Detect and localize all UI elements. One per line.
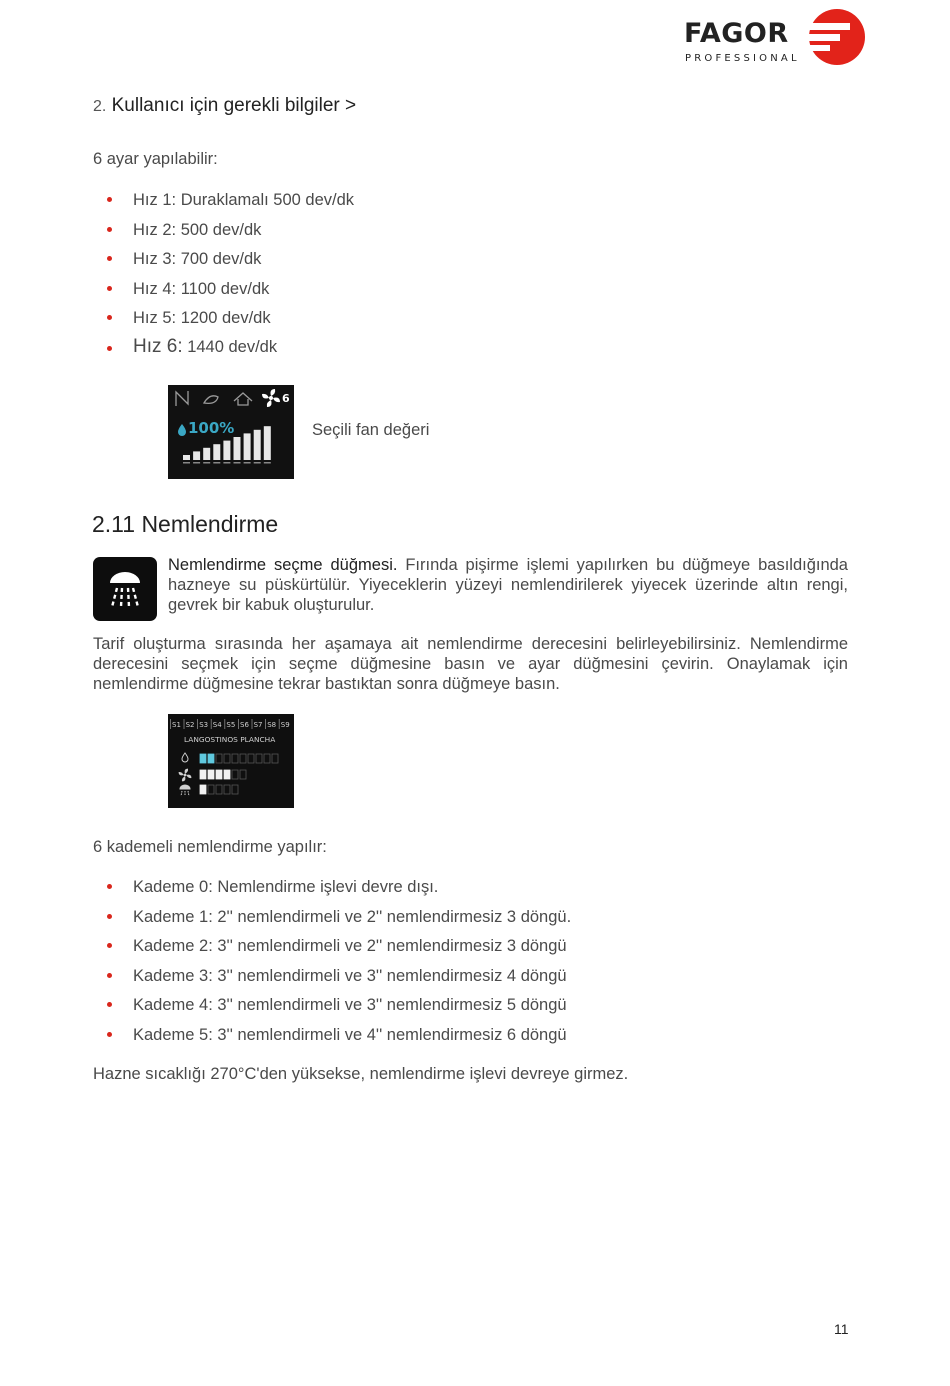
levels-intro: 6 kademeli nemlendirme yapılır:: [93, 838, 327, 856]
step-tab-divider: [184, 719, 185, 729]
step-tab: S4: [212, 721, 222, 729]
fan-small-icon: [179, 769, 192, 782]
bullet-icon: [107, 346, 112, 351]
logo-tagline: PROFESSIONAL: [685, 53, 800, 64]
section-number: 2.: [93, 98, 107, 115]
speed-label: Hız 5:: [133, 309, 177, 328]
fanspeed-bar: [240, 770, 246, 779]
step-tab: S2: [185, 721, 195, 729]
page-number: 11: [834, 1321, 849, 1337]
step-tab: S9: [280, 721, 290, 729]
humidity-bar: [208, 754, 214, 763]
fan-bar-baseline: [234, 462, 241, 464]
step-tab-divider: [252, 719, 253, 729]
bullet-icon: [107, 197, 112, 202]
fanspeed-bar: [232, 770, 238, 779]
fan-level-readout: 6: [282, 392, 290, 405]
fan-bar-baseline: [193, 462, 200, 464]
speed-value: 500 dev/dk: [176, 220, 262, 239]
step-tab: S7: [253, 721, 263, 729]
step-tab-divider: [279, 719, 280, 729]
fan-bar-baseline: [213, 462, 220, 464]
humidity-bar: [200, 754, 206, 763]
speed-label: Hız 4:: [133, 279, 177, 298]
fan-bar-baseline: [203, 462, 210, 464]
bullet-icon: [107, 973, 112, 978]
speed-label: Hız 3:: [133, 250, 177, 269]
fagor-logo: [684, 8, 874, 68]
step-tab: S3: [199, 721, 209, 729]
step-tab-divider: [238, 719, 239, 729]
steam-bar: [200, 785, 206, 794]
fan-speed-bars: [200, 770, 246, 779]
steam-bar: [232, 785, 238, 794]
speed-value: 700 dev/dk: [176, 250, 262, 269]
fan-bar-baseline: [223, 462, 230, 464]
speed-intro: 6 ayar yapılabilir:: [93, 150, 218, 168]
bullet-icon: [107, 914, 112, 919]
recipe-humidity-paragraph: Tarif oluşturma sırasında her aşamaya ait nemlendirme derecesini belirleyebilirsiniz. Nemlendirme derecesini seçmek için seçme düğmesine basın ve ayar düğmesini çevirin. Onaylamak için nemlendirme düğmesine tekrar bastıktan sonra düğmeye basın.: [93, 635, 848, 693]
section-heading: [93, 95, 356, 117]
step-tab-divider: [197, 719, 198, 729]
speed-label: Hız 1:: [133, 191, 177, 209]
water-drop-icon: [178, 424, 186, 436]
humidity-bar: [256, 754, 262, 763]
fan-bar-baseline: [254, 462, 261, 464]
speed-value: 1200 dev/dk: [176, 309, 271, 328]
humid-description-text: Fırında pişirme işlemi yapılırken bu düğmeye basıldığında hazneye su püskürtülür. Yiyeceklerin yüzeyi nemlendirilerek yiyecek üzerinde altın rengi, gevrek bir kabuk oluşturulur.: [168, 556, 848, 614]
bullet-icon: [107, 1002, 112, 1007]
steam-bar: [224, 785, 230, 794]
humidity-drop-icon: [182, 753, 188, 762]
logo-wordmark: FAGOR: [684, 18, 789, 49]
humidity-level-bars: [200, 754, 278, 763]
speed-value: 1100 dev/dk: [176, 279, 270, 298]
step-tab-divider: [265, 719, 266, 729]
temperature-note: Hazne sıcaklığı 270°C'den yüksekse, nemlendirme işlevi devreye girmez.: [93, 1065, 629, 1083]
humidity-bar: [240, 754, 246, 763]
bullet-icon: [107, 943, 112, 948]
humidification-button-icon: [93, 557, 157, 621]
fan-level-bar: [223, 441, 230, 460]
speed-label: Hız 2:: [133, 220, 177, 239]
humid-button-name: Nemlendirme seçme düğmesi.: [168, 556, 398, 574]
step-tabs: [170, 719, 290, 729]
fan-level-bar: [254, 430, 261, 460]
recipe-display-screen: [168, 714, 294, 808]
speed-value: 1440 dev/dk: [182, 337, 278, 356]
humid-description: [168, 555, 848, 615]
step-tab-divider: [170, 719, 171, 729]
humidity-bar: [216, 754, 222, 763]
humidity-bar: [248, 754, 254, 763]
fan-bar-baseline: [183, 462, 190, 464]
fan-level-bar: [193, 451, 200, 460]
fan-level-bar: [234, 437, 241, 460]
fan-display-screen: [168, 385, 294, 479]
fan-level-bar: [203, 448, 210, 460]
recipe-display-graphic: [168, 714, 294, 808]
steam-bar: [208, 785, 214, 794]
bullet-icon: [107, 227, 112, 232]
fan-caption: Seçili fan değeri: [312, 421, 430, 439]
bullet-icon: [107, 256, 112, 261]
bullet-icon: [107, 315, 112, 320]
step-tab: S8: [267, 721, 277, 729]
recipe-name: LANGOSTINOS PLANCHA: [184, 735, 276, 744]
fan-bar-baseline: [264, 462, 271, 464]
fanspeed-bar: [224, 770, 230, 779]
humidity-bar: [264, 754, 270, 763]
humidity-bar: [224, 754, 230, 763]
fan-level-bar: [213, 444, 220, 460]
bullet-icon: [107, 884, 112, 889]
fanspeed-bar: [200, 770, 206, 779]
step-tab-divider: [224, 719, 225, 729]
fanspeed-bar: [216, 770, 222, 779]
steam-bar: [216, 785, 222, 794]
steam-level-bars: [200, 785, 238, 794]
mode-icons: [176, 391, 252, 406]
speed-label: Hız 6:: [133, 335, 183, 357]
step-tab-divider: [211, 719, 212, 729]
fanspeed-bar: [208, 770, 214, 779]
fan-bar-baseline: [244, 462, 251, 464]
fan-level-bar: [244, 433, 251, 460]
step-tab: S6: [240, 721, 249, 729]
step-tab: S5: [226, 721, 236, 729]
fan-display-graphic: [168, 385, 294, 479]
humidity-bar: [272, 754, 278, 763]
bullet-icon: [107, 286, 112, 291]
fan-icon: [262, 389, 280, 407]
speed-value: Duraklamalı 500 dev/dk: [176, 191, 355, 209]
fan-level-bar: [183, 455, 190, 460]
humid-heading: 2.11 Nemlendirme: [92, 511, 279, 537]
section-title: Kullanıcı için gerekli bilgiler >: [111, 95, 357, 116]
humidity-bar: [232, 754, 238, 763]
step-tab: S1: [172, 721, 181, 729]
fagor-logo-mark-icon: [808, 8, 866, 66]
fan-percent-readout: 100%: [188, 419, 235, 437]
bullet-icon: [107, 1032, 112, 1037]
steam-small-icon: [180, 785, 190, 796]
fan-level-bar: [264, 426, 271, 460]
